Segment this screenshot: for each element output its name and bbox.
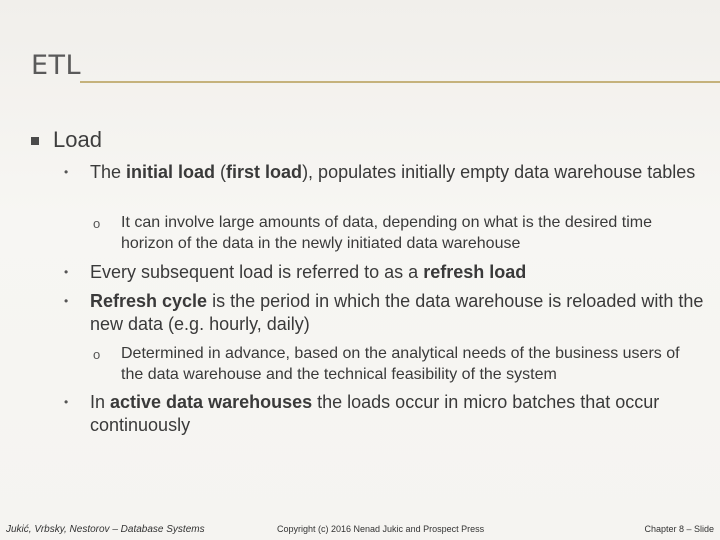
footer-copyright: Copyright (c) 2016 Nenad Jukic and Prospect Press — [277, 524, 485, 534]
bullet-dot-icon: • — [64, 265, 69, 279]
section-heading — [31, 127, 102, 153]
circle-bullet-icon: o — [93, 216, 101, 231]
term-first-load: first load — [226, 162, 303, 182]
bullet-refresh-load: • Every subsequent load is referred to as a refresh load — [64, 262, 527, 282]
term-initial-load: initial load — [126, 162, 216, 182]
bullet-dot-icon: • — [64, 165, 69, 179]
square-bullet-icon — [31, 137, 39, 145]
footer-authors: Jukić, Vrbsky, Nestorov – Database Systems — [6, 524, 205, 535]
section-label: Load — [53, 127, 102, 152]
subbullet-refresh-cycle-detail: o Determined in advance, based on the analytical needs of the business users of the data warehouse and the technical feasibility of the system — [93, 345, 680, 383]
bullet-refresh-cycle: • Refresh cycle is the period in which the data warehouse is reloaded with the new data (e.g. hourly, daily) — [64, 291, 704, 334]
term-refresh-cycle: Refresh cycle — [90, 291, 208, 311]
title-underline — [80, 81, 720, 83]
bullet-active-warehouses: • In active data warehouses the loads occur in micro batches that occur continuously — [64, 392, 660, 435]
circle-bullet-icon: o — [93, 347, 101, 362]
term-refresh-load: refresh load — [423, 262, 527, 282]
term-active-data-warehouses: active data warehouses — [110, 392, 313, 412]
subbullet-initial-load-detail: o It can involve large amounts of data, depending on what is the desired time horizon of the data in the newly initiated data warehouse — [93, 214, 652, 252]
bullet-initial-load: • The initial load (first load), populates initially empty data warehouse tables — [64, 162, 696, 182]
footer-slide-number: Chapter 8 – Slide — [644, 524, 714, 534]
bullet-dot-icon: • — [64, 395, 69, 409]
slide-title: ETL — [31, 50, 82, 81]
bullet-dot-icon: • — [64, 294, 69, 308]
